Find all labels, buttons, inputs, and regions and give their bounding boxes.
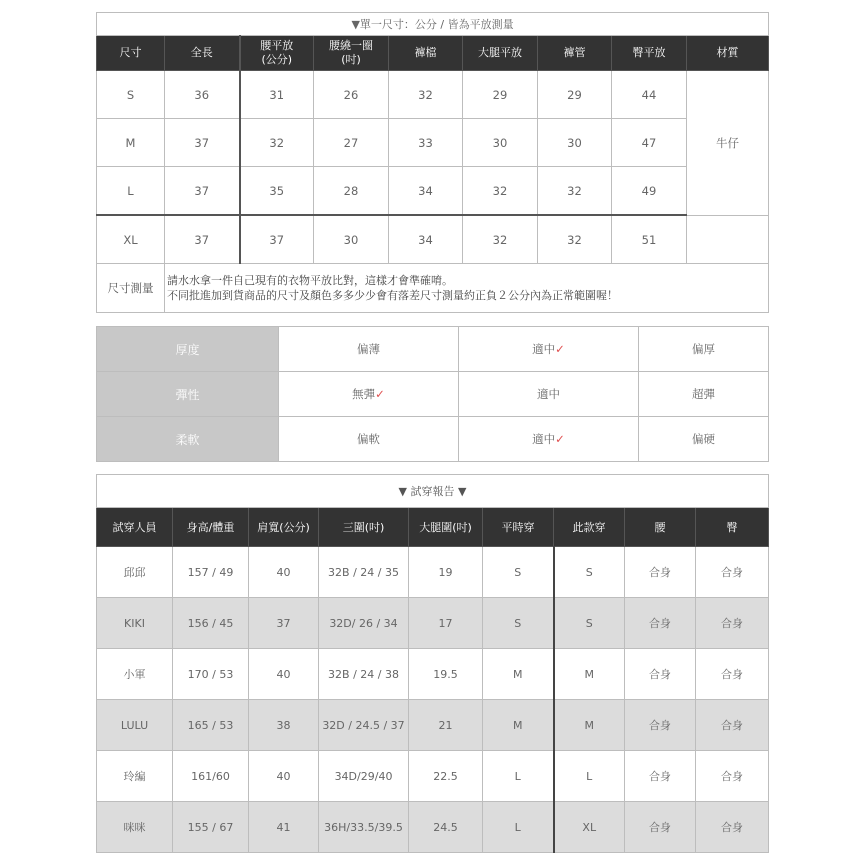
size-cell: 32 <box>538 167 612 216</box>
fit-report-cell: 32D/ 26 / 34 <box>319 598 409 649</box>
fit-report-row <box>97 751 769 802</box>
fabric-row-thickness <box>97 327 769 372</box>
size-note-row <box>97 264 769 313</box>
fit-report-cell: 合身 <box>625 700 696 751</box>
fit-report-cell: LULU <box>97 700 173 751</box>
fit-report-caption: ▼ 試穿報告 ▼ <box>97 475 769 508</box>
size-row-m <box>97 119 769 167</box>
header-measurements: 三圍(吋) <box>319 508 409 547</box>
size-cell: 49 <box>612 167 687 216</box>
size-label: L <box>97 167 165 216</box>
fit-report-cell: 合身 <box>625 547 696 598</box>
size-cell: 32 <box>463 167 538 216</box>
fit-report-row <box>97 649 769 700</box>
fit-report-cell: KIKI <box>97 598 173 649</box>
fit-report-cell: S <box>554 598 625 649</box>
header-waist-flat <box>240 36 314 71</box>
fit-report-cell: 161/60 <box>173 751 249 802</box>
fit-report-cell: S <box>554 547 625 598</box>
fit-report-cell: 玲編 <box>97 751 173 802</box>
header-shoulder: 肩寬(公分) <box>249 508 319 547</box>
header-length: 全長 <box>165 36 240 71</box>
size-cell: 47 <box>612 119 687 167</box>
fit-report-cell: 170 / 53 <box>173 649 249 700</box>
fit-report-cell: 40 <box>249 649 319 700</box>
check-mark-icon: ✓ <box>555 342 565 356</box>
size-table-caption: ▼單一尺寸：公分 / 皆為平放測量 <box>97 13 769 36</box>
fit-report-cell: L <box>554 751 625 802</box>
fit-report-cell: L <box>483 751 554 802</box>
fabric-option <box>639 372 769 417</box>
size-label: M <box>97 119 165 167</box>
fit-report-cell: M <box>483 700 554 751</box>
fit-report-table <box>96 474 769 853</box>
fit-report-cell: M <box>483 649 554 700</box>
fabric-option-text: 適中 <box>532 432 556 446</box>
fabric-option <box>639 417 769 462</box>
size-row-s <box>97 71 769 119</box>
size-cell: 37 <box>165 167 240 216</box>
fabric-option-text: 無彈 <box>352 387 376 401</box>
fit-report-cell: 40 <box>249 547 319 598</box>
fit-report-cell: M <box>554 649 625 700</box>
fit-report-cell: 合身 <box>696 547 769 598</box>
fit-report-cell: S <box>483 547 554 598</box>
fabric-option <box>459 417 639 462</box>
fabric-label: 厚度 <box>97 327 279 372</box>
fabric-option <box>459 327 639 372</box>
size-cell: 34 <box>389 167 463 216</box>
fabric-option <box>279 327 459 372</box>
fit-report-row <box>97 598 769 649</box>
fit-report-cell: 32B / 24 / 35 <box>319 547 409 598</box>
fit-report-cell: 合身 <box>696 700 769 751</box>
size-note-text <box>165 264 769 313</box>
fit-report-cell: L <box>483 802 554 853</box>
header-waist-flat-text: 腰平放 (公分) <box>260 39 294 66</box>
size-table <box>96 12 769 313</box>
fit-report-cell: XL <box>554 802 625 853</box>
fabric-option <box>639 327 769 372</box>
fit-report-cell: 156 / 45 <box>173 598 249 649</box>
header-waist-round <box>314 36 389 71</box>
fit-report-cell: 155 / 67 <box>173 802 249 853</box>
fit-report-row <box>97 700 769 751</box>
size-cell: 34 <box>389 215 463 264</box>
size-cell: 33 <box>389 119 463 167</box>
fit-report-cell: 合身 <box>625 598 696 649</box>
size-cell: 30 <box>538 119 612 167</box>
size-cell: 37 <box>165 119 240 167</box>
size-cell: 37 <box>240 215 314 264</box>
size-table-header <box>97 36 769 71</box>
fit-report-row <box>97 547 769 598</box>
fit-report-cell: 32D / 24.5 / 37 <box>319 700 409 751</box>
fabric-option <box>279 372 459 417</box>
fit-report-cell: 32B / 24 / 38 <box>319 649 409 700</box>
fit-report-cell: 小軍 <box>97 649 173 700</box>
header-usual-size: 平時穿 <box>483 508 554 547</box>
size-cell: 44 <box>612 71 687 119</box>
fit-report-cell: M <box>554 700 625 751</box>
fabric-row-elasticity <box>97 372 769 417</box>
material-value: 牛仔 <box>687 71 769 216</box>
size-cell: 29 <box>463 71 538 119</box>
fabric-table <box>96 326 769 462</box>
size-cell: 32 <box>538 215 612 264</box>
fit-report-cell: 40 <box>249 751 319 802</box>
header-leg-opening: 褲管 <box>538 36 612 71</box>
header-rise: 褲檔 <box>389 36 463 71</box>
fabric-label: 柔軟 <box>97 417 279 462</box>
fit-report-cell: 合身 <box>696 802 769 853</box>
fit-report-cell: 21 <box>409 700 483 751</box>
header-this-size: 此款穿 <box>554 508 625 547</box>
fit-report-cell: 合身 <box>625 649 696 700</box>
fabric-row-softness <box>97 417 769 462</box>
size-cell: 28 <box>314 167 389 216</box>
size-cell: 29 <box>538 71 612 119</box>
size-note-line-2: 不同批進加到貨商品的尺寸及顏色多多少少會有落差尺寸測量約正負２公分內為正常範圍喔！ <box>167 289 618 302</box>
fabric-option-text: 適中 <box>532 342 556 356</box>
fit-report-cell: 19.5 <box>409 649 483 700</box>
fit-report-cell: 24.5 <box>409 802 483 853</box>
fabric-option-text: 偏薄 <box>357 342 380 356</box>
fit-report-cell: S <box>483 598 554 649</box>
size-note-line-1: 請水水拿一件自己現有的衣物平放比對，這樣才會準確唷。 <box>167 274 453 287</box>
size-row-xl <box>97 215 769 264</box>
size-cell: 26 <box>314 71 389 119</box>
fabric-option-text: 適中 <box>537 387 560 401</box>
size-cell: 37 <box>165 215 240 264</box>
fit-report-cell: 咪咪 <box>97 802 173 853</box>
fit-report-cell: 22.5 <box>409 751 483 802</box>
fit-report-cell: 合身 <box>696 751 769 802</box>
size-cell: 30 <box>463 119 538 167</box>
fit-report-cell: 合身 <box>625 751 696 802</box>
fit-report-cell: 合身 <box>696 598 769 649</box>
size-cell: 30 <box>314 215 389 264</box>
check-mark-icon: ✓ <box>555 432 565 446</box>
size-cell: 36 <box>165 71 240 119</box>
size-cell: 32 <box>463 215 538 264</box>
fit-report-cell: 合身 <box>625 802 696 853</box>
size-label: XL <box>97 215 165 264</box>
fit-report-row <box>97 802 769 853</box>
fabric-option <box>459 372 639 417</box>
header-height-weight: 身高/體重 <box>173 508 249 547</box>
header-thigh: 大腿圍(吋) <box>409 508 483 547</box>
fabric-label: 彈性 <box>97 372 279 417</box>
fit-report-cell: 37 <box>249 598 319 649</box>
header-waist-round-text: 腰繞一圈 (吋) <box>329 39 373 66</box>
fit-report-cell: 38 <box>249 700 319 751</box>
fit-report-cell: 邱邱 <box>97 547 173 598</box>
fabric-option <box>279 417 459 462</box>
fit-report-cell: 34D/29/40 <box>319 751 409 802</box>
header-hip: 臀 <box>696 508 769 547</box>
fit-report-cell: 19 <box>409 547 483 598</box>
size-label: S <box>97 71 165 119</box>
header-thigh: 大腿平放 <box>463 36 538 71</box>
material-empty-cell <box>687 215 769 264</box>
header-hip: 臀平放 <box>612 36 687 71</box>
fit-report-cell: 165 / 53 <box>173 700 249 751</box>
size-cell: 51 <box>612 215 687 264</box>
size-cell: 31 <box>240 71 314 119</box>
header-size: 尺寸 <box>97 36 165 71</box>
fit-report-header <box>97 508 769 547</box>
fabric-option-text: 偏硬 <box>692 432 715 446</box>
fit-report-cell: 36H/33.5/39.5 <box>319 802 409 853</box>
fabric-option-text: 偏軟 <box>357 432 380 446</box>
header-material: 材質 <box>687 36 769 71</box>
fit-report-cell: 17 <box>409 598 483 649</box>
fit-report-cell: 41 <box>249 802 319 853</box>
fit-report-cell: 157 / 49 <box>173 547 249 598</box>
size-cell: 27 <box>314 119 389 167</box>
check-mark-icon: ✓ <box>375 387 385 401</box>
header-tester: 試穿人員 <box>97 508 173 547</box>
fit-report-cell: 合身 <box>696 649 769 700</box>
size-cell: 32 <box>389 71 463 119</box>
size-cell: 32 <box>240 119 314 167</box>
size-row-l <box>97 167 769 216</box>
size-note-label: 尺寸測量 <box>97 264 165 313</box>
fabric-option-text: 超彈 <box>692 387 715 401</box>
size-cell: 35 <box>240 167 314 216</box>
fabric-option-text: 偏厚 <box>692 342 715 356</box>
header-waist: 腰 <box>625 508 696 547</box>
